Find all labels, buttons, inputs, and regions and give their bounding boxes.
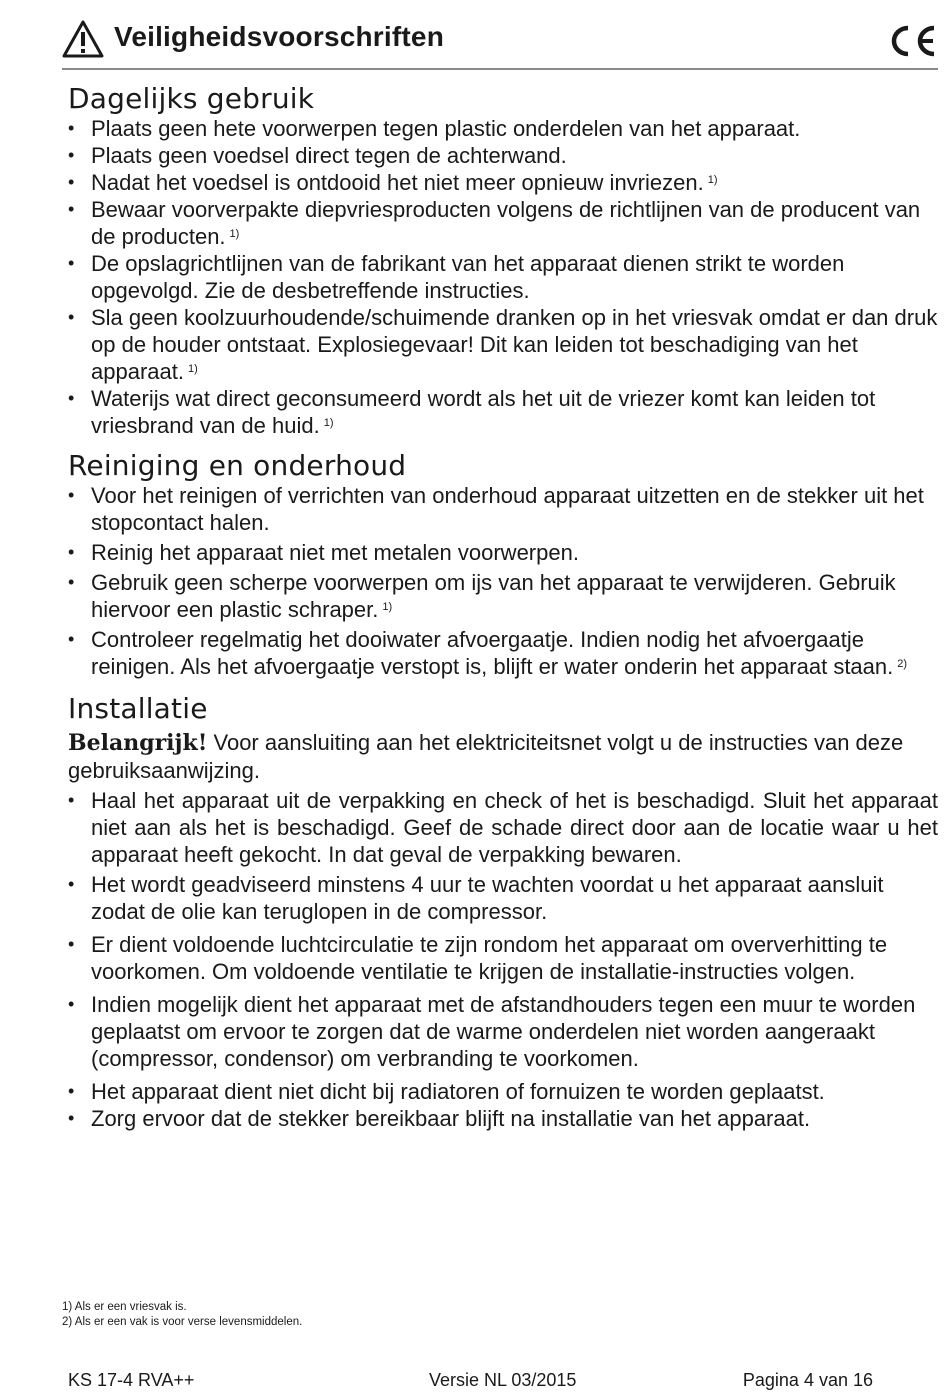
- footnotes: [62, 1300, 302, 1330]
- list-item: • Gebruik geen scherpe voorwerpen om ijs van het apparaat te verwijderen. Gebruik hiervoor een plastic schraper. $^{1)}$: [68, 569, 938, 623]
- section-title-installation: Installatie: [68, 692, 208, 725]
- list-item: • Het apparaat dient niet dicht bij radiatoren of fornuizen te worden geplaatst.: [68, 1078, 938, 1105]
- list-item: • Bewaar voorverpakte diepvriesproducten volgens de richtlijnen van de producent van de producten. $^{1)}$: [68, 196, 938, 250]
- footnote-ref: 1): [707, 174, 718, 186]
- header-divider: [62, 68, 938, 70]
- footer-page-number: Pagina 4 van 16: [742, 1370, 873, 1390]
- installation-intro: Belangrijk! Voor aansluiting aan het elektriciteitsnet volgt u de instructies van deze gebruiksaanwijzing.: [68, 730, 904, 783]
- ce-mark-icon: [886, 24, 938, 58]
- document-body: [68, 82, 938, 1132]
- footnote-ref: 2): [897, 658, 908, 670]
- footnote-ref: 1): [229, 228, 240, 240]
- section-title-cleaning: Reiniging en onderhoud: [68, 449, 407, 482]
- list-item: • De opslagrichtlijnen van de fabrikant van het apparaat dienen strikt te worden opgevolgd. Zie de desbetreffende instructies.: [68, 250, 938, 304]
- list-item: • Controleer regelmatig het dooiwater afvoergaatje. Indien nodig het afvoergaatje reinigen. Als het afvoergaatje verstopt is, blijft er water onderin het apparaat staan. $^{2)}$: [68, 626, 938, 680]
- cleaning-list: [68, 482, 938, 680]
- daily-use-list: [68, 115, 938, 439]
- list-item: • Nadat het voedsel is ontdooid het niet meer opnieuw invriezen. $^{1)}$: [68, 169, 938, 196]
- section-title-daily-use: Dagelijks gebruik: [68, 82, 315, 115]
- footnote: 2) Als er een vak is voor verse levensmiddelen.: [62, 1316, 303, 1328]
- list-item: • Indien mogelijk dient het apparaat met de afstandhouders tegen een muur te worden geplaatst om ervoor te zorgen dat de warme onderdelen niet worden aangeraakt (compressor, condensor) om verbranding te voorkomen.: [68, 991, 938, 1072]
- list-item: • Het wordt geadviseerd minstens 4 uur te wachten voordat u het apparaat aansluit zodat de olie kan teruglopen in de compressor.: [68, 871, 938, 925]
- list-item: • Sla geen koolzuurhoudende/schuimende dranken op in het vriesvak omdat er dan druk op de houder ontstaat. Explosiegevaar! Dit kan leiden tot beschadiging van het apparaat. $^{1)}$: [68, 304, 938, 385]
- list-item: • Voor het reinigen of verrichten van onderhoud apparaat uitzetten en de stekker uit het stopcontact halen.: [68, 482, 938, 536]
- list-item: • Zorg ervoor dat de stekker bereikbaar blijft na installatie van het apparaat.: [68, 1105, 938, 1132]
- footnote-ref: 1): [323, 417, 334, 429]
- list-item: • Waterijs wat direct geconsumeerd wordt als het uit de vriezer komt kan leiden tot vriesbrand van de huid. $^{1)}$: [68, 385, 938, 439]
- list-item: • Plaats geen hete voorwerpen tegen plastic onderdelen van het apparaat.: [68, 115, 938, 142]
- installation-list: [68, 787, 938, 1132]
- footnote-ref: 1): [187, 363, 198, 375]
- footnote-ref: 1): [382, 601, 393, 613]
- warning-triangle-icon: [62, 20, 104, 58]
- important-label: Belangrijk!: [68, 730, 208, 756]
- page-title: Veiligheidsvoorschriften: [114, 21, 444, 52]
- list-item: • Haal het apparaat uit de verpakking en check of het is beschadigd. Sluit het apparaat niet aan als het is beschadigd. Geef de schade direct door aan de locatie waar u het apparaat heeft gekocht. In dat geval de verpakking bewaren.: [68, 787, 938, 868]
- list-item: • Er dient voldoende luchtcirculatie te zijn rondom het apparaat om oververhitting te voorkomen. Om voldoende ventilatie te krijgen de installatie-instructies volgen.: [68, 931, 938, 985]
- footnote: 1) Als er een vriesvak is.: [62, 1301, 187, 1313]
- footer-version: Versie NL 03/2015: [429, 1370, 577, 1390]
- list-item: • Plaats geen voedsel direct tegen de achterwand.: [68, 142, 938, 169]
- footer-model: KS 17-4 RVA++: [68, 1370, 195, 1390]
- list-item: • Reinig het apparaat niet met metalen voorwerpen.: [68, 539, 938, 566]
- page-header: [62, 18, 938, 70]
